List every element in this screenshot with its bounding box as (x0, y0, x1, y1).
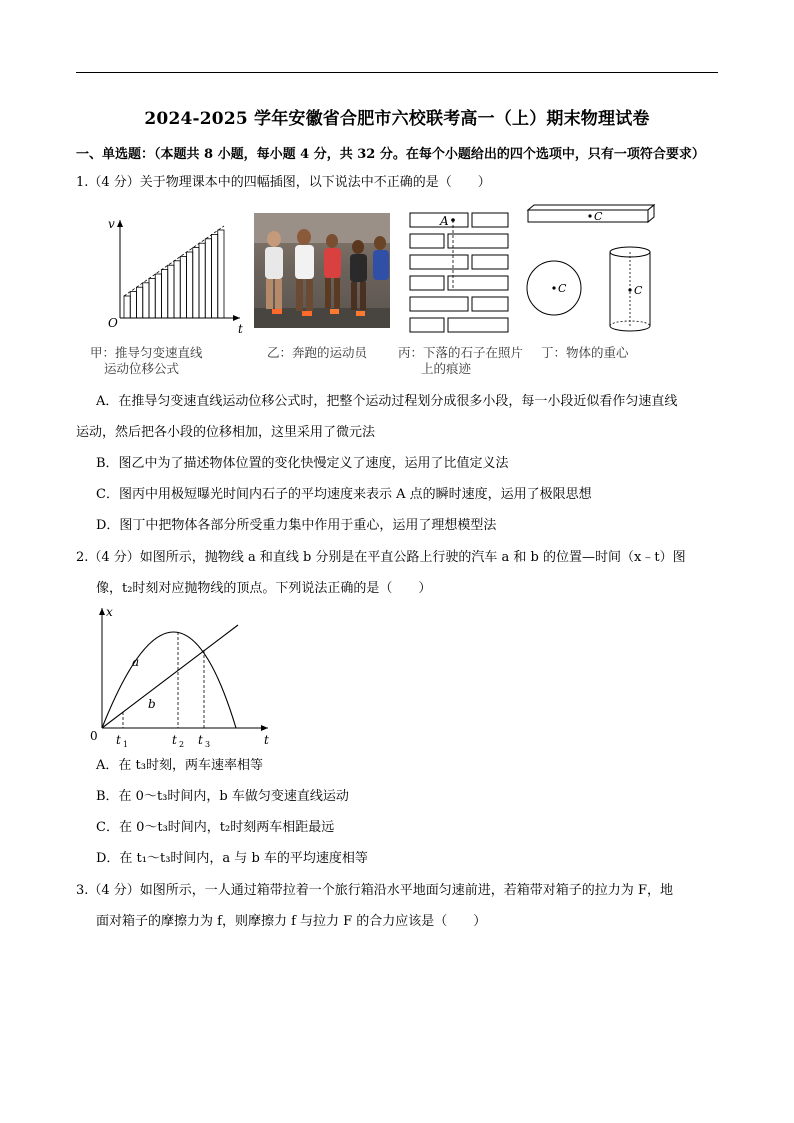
t-axis-label-q2: t (264, 733, 269, 747)
q2-option-a: A．在 t₃时刻，两车速率相等 (96, 758, 263, 773)
caption-bing-1: 丙：下落的石子在照片 (398, 345, 524, 360)
velocity-bar (174, 261, 180, 318)
q2-stem-line1: 2.（4 分）如图所示，抛物线 a 和直线 b 分别是在平直公路上行驶的汽车 a 和 b 的位置—时间（x﹣t）图 (76, 550, 686, 565)
velocity-bar (137, 287, 143, 318)
c-label-disk: C (558, 282, 567, 295)
caption-bing-2: 上的痕迹 (421, 361, 472, 376)
velocity-bars (124, 230, 224, 318)
v-axis-label: v (108, 217, 115, 231)
q2-option-c: C．在 0～t₃时间内，t₂时刻两车相距最远 (96, 820, 335, 835)
t1-subscript: 1 (123, 740, 129, 749)
point-a-label: A (440, 214, 449, 228)
c-label-bar: C (594, 210, 603, 223)
velocity-bar (130, 292, 136, 318)
velocity-bar (155, 274, 161, 318)
caption-yi: 乙：奔跑的运动员 (267, 345, 368, 360)
velocity-bar (124, 296, 130, 318)
q1-option-a-line1: A．在推导匀变速直线运动位移公式时，把整个运动过程划分成很多小段，每一小段近似看作匀速直线 (96, 394, 678, 409)
t2-subscript: 2 (179, 740, 185, 749)
velocity-bar (149, 278, 155, 318)
q1-option-c: C．图丙中用极短曝光时间内石子的平均速度来表示 A 点的瞬时速度，运用了极限思想 (96, 487, 592, 502)
caption-jia-2: 运动位移公式 (104, 361, 180, 376)
figure-bing-bricks (406, 210, 516, 335)
q1-option-a-line2: 运动，然后把各小段的位移相加，这里采用了微元法 (76, 425, 376, 440)
velocity-bar (212, 234, 218, 318)
figure-jia-vt-graph (100, 210, 250, 335)
t1-label: t (116, 733, 121, 747)
x-axis-label: x (106, 605, 113, 619)
velocity-bar (162, 270, 168, 318)
top-rule (76, 72, 718, 73)
velocity-bar (218, 230, 224, 318)
velocity-bar (193, 248, 199, 318)
q2-option-b: B．在 0～t₃时间内，b 车做匀变速直线运动 (96, 789, 349, 804)
q3-stem-line2: 面对箱子的摩擦力为 f，则摩擦力 f 与拉力 F 的合力应该是（ ） (96, 914, 487, 929)
origin-label-q2: 0 (90, 729, 98, 743)
section-heading: 一、单选题：（本题共 8 小题，每小题 4 分，共 32 分。在每个小题给出的四个选项中，只有一项符合要求） (76, 147, 705, 162)
parabola-a (102, 632, 236, 728)
q2-stem-line2: 像，t₂时刻对应抛物线的顶点。下列说法正确的是（ ） (96, 581, 432, 596)
line-b-label: b (148, 697, 156, 711)
velocity-bar (199, 243, 205, 318)
page-title: 2024-2025 学年安徽省合肥市六校联考高一（上）期末物理试卷 (144, 109, 650, 129)
c-label-cylinder: C (634, 284, 643, 297)
velocity-bar (168, 265, 174, 318)
caption-ding: 丁：物体的重心 (541, 345, 629, 360)
q3-stem-line1: 3.（4 分）如图所示，一人通过箱带拉着一个旅行箱沿水平地面匀速前进，若箱带对箱子的拉力为 F，地 (76, 883, 673, 898)
q1-option-d: D．图丁中把物体各部分所受重力集中作用于重心，运用了理想模型法 (96, 518, 497, 533)
caption-jia-1: 甲：推导匀变速直线 (90, 345, 203, 360)
velocity-bar (205, 239, 211, 318)
t3-subscript: 3 (205, 740, 211, 749)
q2-option-d: D．在 t₁～t₃时间内，a 与 b 车的平均速度相等 (96, 851, 368, 866)
curve-a-label: a (132, 655, 140, 669)
figure-ding-center-of-gravity (524, 200, 664, 340)
q2-xt-graph (86, 600, 286, 750)
velocity-bar (180, 256, 186, 318)
t3-label: t (198, 733, 203, 747)
t-axis-label: t (238, 322, 243, 335)
q1-option-b: B．图乙中为了描述物体位置的变化快慢定义了速度，运用了比值定义法 (96, 456, 509, 471)
figure-yi-runners-photo (254, 213, 390, 328)
origin-label: O (108, 316, 118, 330)
velocity-bar (143, 283, 149, 318)
q1-stem: 1.（4 分）关于物理课本中的四幅插图，以下说法中不正确的是（ ） (76, 175, 491, 190)
t2-label: t (172, 733, 177, 747)
velocity-bar (187, 252, 193, 318)
